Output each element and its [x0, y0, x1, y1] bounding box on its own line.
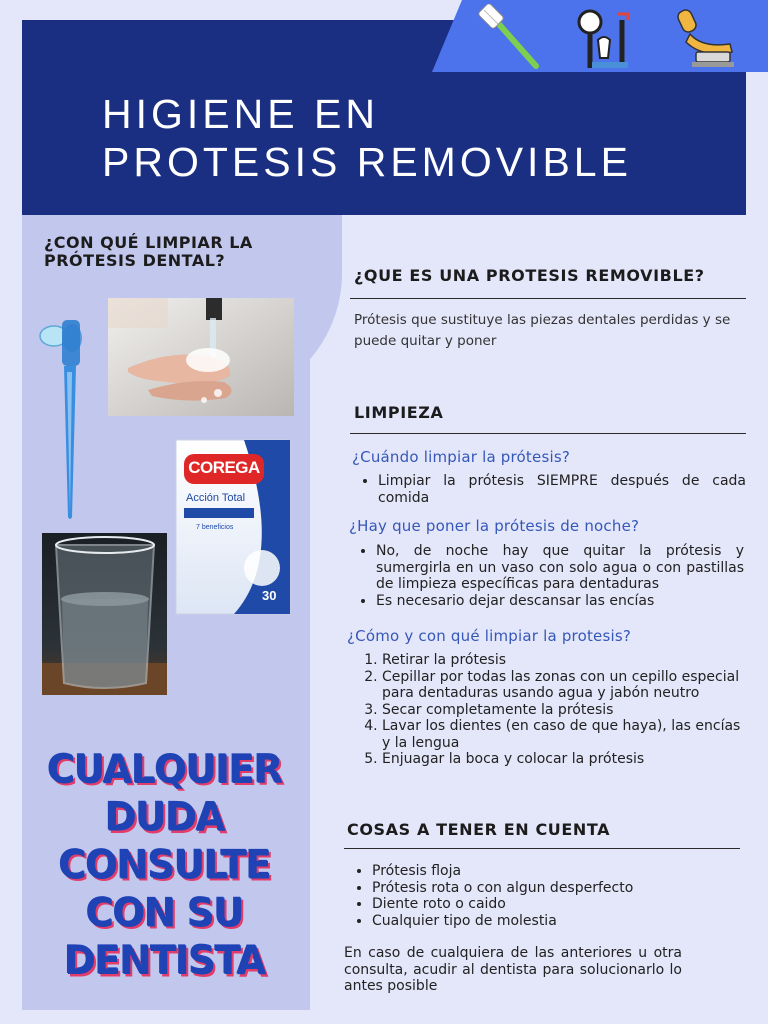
- corega-count: 30: [262, 588, 277, 603]
- night-question: ¿Hay que poner la prótesis de noche?: [349, 517, 640, 535]
- list-item: 5. Enjuagar la boca y colocar la prótesis: [382, 751, 752, 768]
- divider: [350, 298, 746, 299]
- when-clean-list: [356, 473, 746, 506]
- toothbrush-icon: [472, 4, 552, 70]
- consult-dentist-callout: CUALQUIER DUDA CONSULTE CON SU DENTISTA: [47, 746, 283, 984]
- cosas-list: [350, 863, 740, 929]
- page-title: HIGIENE EN PROTESIS REMOVIBLE: [102, 91, 632, 185]
- corega-benefits: 7 beneficios: [196, 524, 234, 531]
- cosas-title: COSAS A TENER EN CUENTA: [347, 820, 611, 839]
- water-glass-image: [42, 533, 167, 695]
- list-item: • Diente roto o caido: [372, 896, 740, 913]
- dental-tools-icon: [572, 6, 636, 70]
- list-item: 4. Lavar los dientes (en caso de que haya), las encías y la lengua: [382, 718, 752, 751]
- que-es-title: ¿QUE ES UNA PROTESIS REMOVIBLE?: [354, 266, 705, 285]
- que-es-text: Prótesis que sustituye las piezas dentales perdidas y se puede quitar y poner: [354, 312, 731, 349]
- corega-tablets-image: [174, 438, 292, 616]
- list-item: 2. Cepillar por todas las zonas con un cepillo especial para dentaduras usando agua y jabón neutro: [382, 669, 752, 702]
- denture-brush-image: [34, 312, 90, 522]
- corega-brand: COREGA: [188, 458, 260, 477]
- limpieza-title: LIMPIEZA: [354, 403, 444, 422]
- icon-banner: [432, 0, 768, 72]
- how-clean-question: ¿Cómo y con qué limpiar la protesis?: [347, 627, 632, 645]
- dental-chair-icon: [672, 4, 742, 70]
- hands-washing-image: [108, 298, 294, 416]
- how-clean-steps: [360, 652, 752, 768]
- list-item: • No, de noche hay que quitar la prótesis y sumergirla en un vaso con solo agua o con pastillas de limpieza específicas para dentaduras: [376, 543, 744, 593]
- list-item: • Prótesis rota o con algun desperfecto: [372, 880, 740, 897]
- list-item: • Es necesario dejar descansar las encías: [376, 593, 744, 610]
- cosas-footer: En caso de cualquiera de las anteriores u otra consulta, acudir al dentista para solucionarlo lo antes posible: [344, 945, 682, 994]
- night-list: [354, 543, 744, 609]
- divider: [344, 848, 740, 849]
- cleaning-tools-heading: ¿CON QUÉ LIMPIAR LA PRÓTESIS DENTAL?: [44, 233, 253, 270]
- corega-line: Acción Total: [186, 492, 246, 504]
- list-item: • Prótesis floja: [372, 863, 740, 880]
- list-item: 3. Secar completamente la prótesis: [382, 702, 752, 719]
- when-clean-question: ¿Cuándo limpiar la prótesis?: [352, 448, 571, 466]
- list-item: 1. Retirar la prótesis: [382, 652, 752, 669]
- divider: [350, 433, 746, 434]
- list-item: • Limpiar la prótesis SIEMPRE después de cada comida: [378, 473, 746, 506]
- list-item: • Cualquier tipo de molestia: [372, 913, 740, 930]
